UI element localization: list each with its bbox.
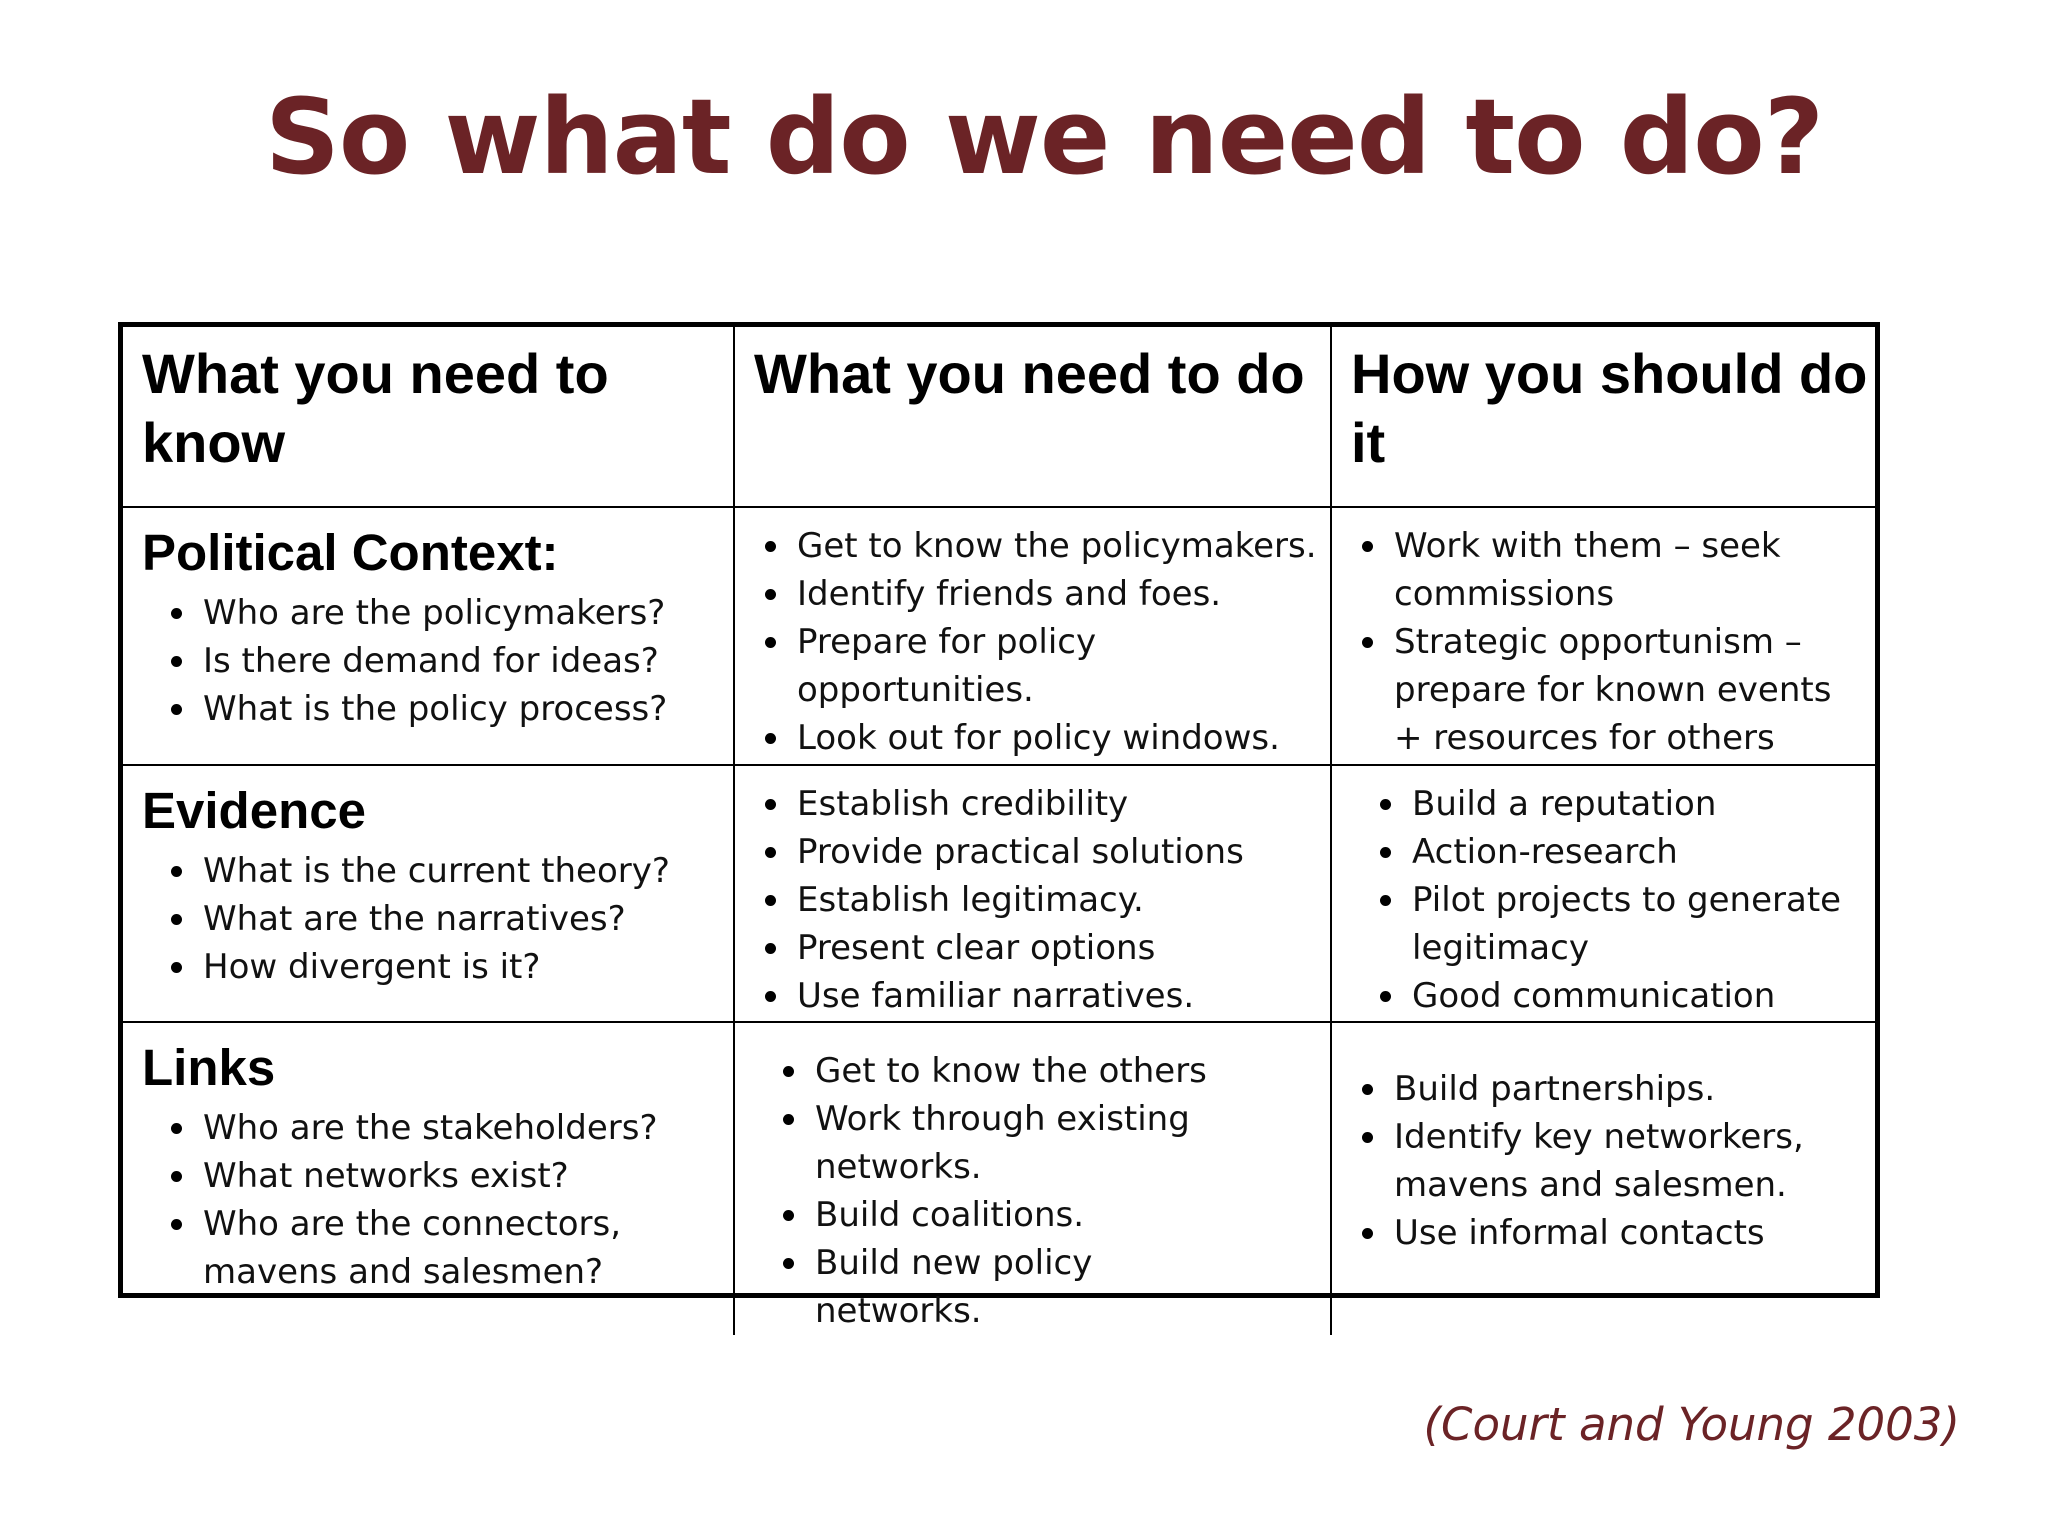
- header-how: How you should do it: [1351, 342, 1868, 474]
- list-item: Get to know the others: [815, 1047, 1255, 1095]
- evidence-do-cell: [735, 766, 1332, 1023]
- political-context-do-cell: [735, 508, 1332, 766]
- header-know: What you need to know: [142, 342, 609, 474]
- list-item: Action-research: [1412, 828, 1872, 876]
- list-item: How divergent is it?: [203, 943, 743, 991]
- evidence-methods: [1332, 766, 1872, 1020]
- list-item: Who are the policymakers?: [203, 589, 743, 637]
- header-do: What you need to do: [754, 342, 1305, 405]
- header-cell-how: [1332, 327, 1875, 508]
- evidence-know-cell: [123, 766, 735, 1023]
- section-title-links: Links: [142, 1039, 276, 1096]
- links-how-cell: [1332, 1023, 1875, 1335]
- list-item: Establish legitimacy.: [797, 876, 1330, 924]
- list-item: What is the current theory?: [203, 847, 743, 895]
- political-context-actions: [735, 508, 1330, 762]
- evidence-actions: [735, 766, 1330, 1020]
- list-item: What is the policy process?: [203, 685, 743, 733]
- framework-table: [118, 322, 1880, 1331]
- list-item: Build coalitions.: [815, 1191, 1255, 1239]
- links-do-cell: [735, 1023, 1332, 1335]
- list-item: Build partnerships.: [1394, 1065, 1834, 1113]
- political-context-know-cell: [123, 508, 735, 766]
- citation: (Court and Young 2003): [1423, 1398, 1960, 1451]
- header-cell-know: [123, 327, 735, 508]
- links-questions: [123, 1099, 743, 1296]
- list-item: Establish credibility: [797, 780, 1330, 828]
- list-item: Identify friends and foes.: [797, 570, 1330, 618]
- links-methods: [1332, 1023, 1834, 1257]
- list-item: Build a reputation: [1412, 780, 1872, 828]
- list-item: Look out for policy windows.: [797, 714, 1330, 762]
- list-item: Work with them – seek commissions: [1394, 522, 1854, 618]
- list-item: Use informal contacts: [1394, 1209, 1834, 1257]
- list-item: Use familiar narratives.: [797, 972, 1330, 1020]
- list-item: Good communication: [1412, 972, 1872, 1020]
- list-item: Present clear options: [797, 924, 1330, 972]
- evidence-how-cell: [1332, 766, 1875, 1023]
- links-know-cell: [123, 1023, 735, 1335]
- list-item: What are the narratives?: [203, 895, 743, 943]
- list-item: Identify key networkers, mavens and salesmen.: [1394, 1113, 1834, 1209]
- header-cell-do: [735, 327, 1332, 508]
- list-item: Prepare for policy opportunities.: [797, 618, 1330, 714]
- section-title-evidence: Evidence: [142, 782, 366, 839]
- list-item: Pilot projects to generate legitimacy: [1412, 876, 1872, 972]
- list-item: Strategic opportunism – prepare for known events + resources for others: [1394, 618, 1854, 762]
- political-context-questions: [123, 584, 743, 733]
- list-item: Provide practical solutions: [797, 828, 1330, 876]
- political-context-methods: [1332, 508, 1854, 762]
- political-context-how-cell: [1332, 508, 1875, 766]
- list-item: Work through existing networks.: [815, 1095, 1255, 1191]
- list-item: Who are the stakeholders?: [203, 1104, 743, 1152]
- links-actions: [735, 1023, 1255, 1335]
- slide-title: So what do we need to do?: [264, 76, 1824, 198]
- list-item: Build new policy networks.: [815, 1239, 1255, 1335]
- list-item: Who are the connectors, mavens and salesmen?: [203, 1200, 623, 1296]
- list-item: Is there demand for ideas?: [203, 637, 743, 685]
- list-item: What networks exist?: [203, 1152, 743, 1200]
- evidence-questions: [123, 842, 743, 991]
- section-title-political-context: Political Context:: [142, 524, 559, 581]
- list-item: Get to know the policymakers.: [797, 522, 1330, 570]
